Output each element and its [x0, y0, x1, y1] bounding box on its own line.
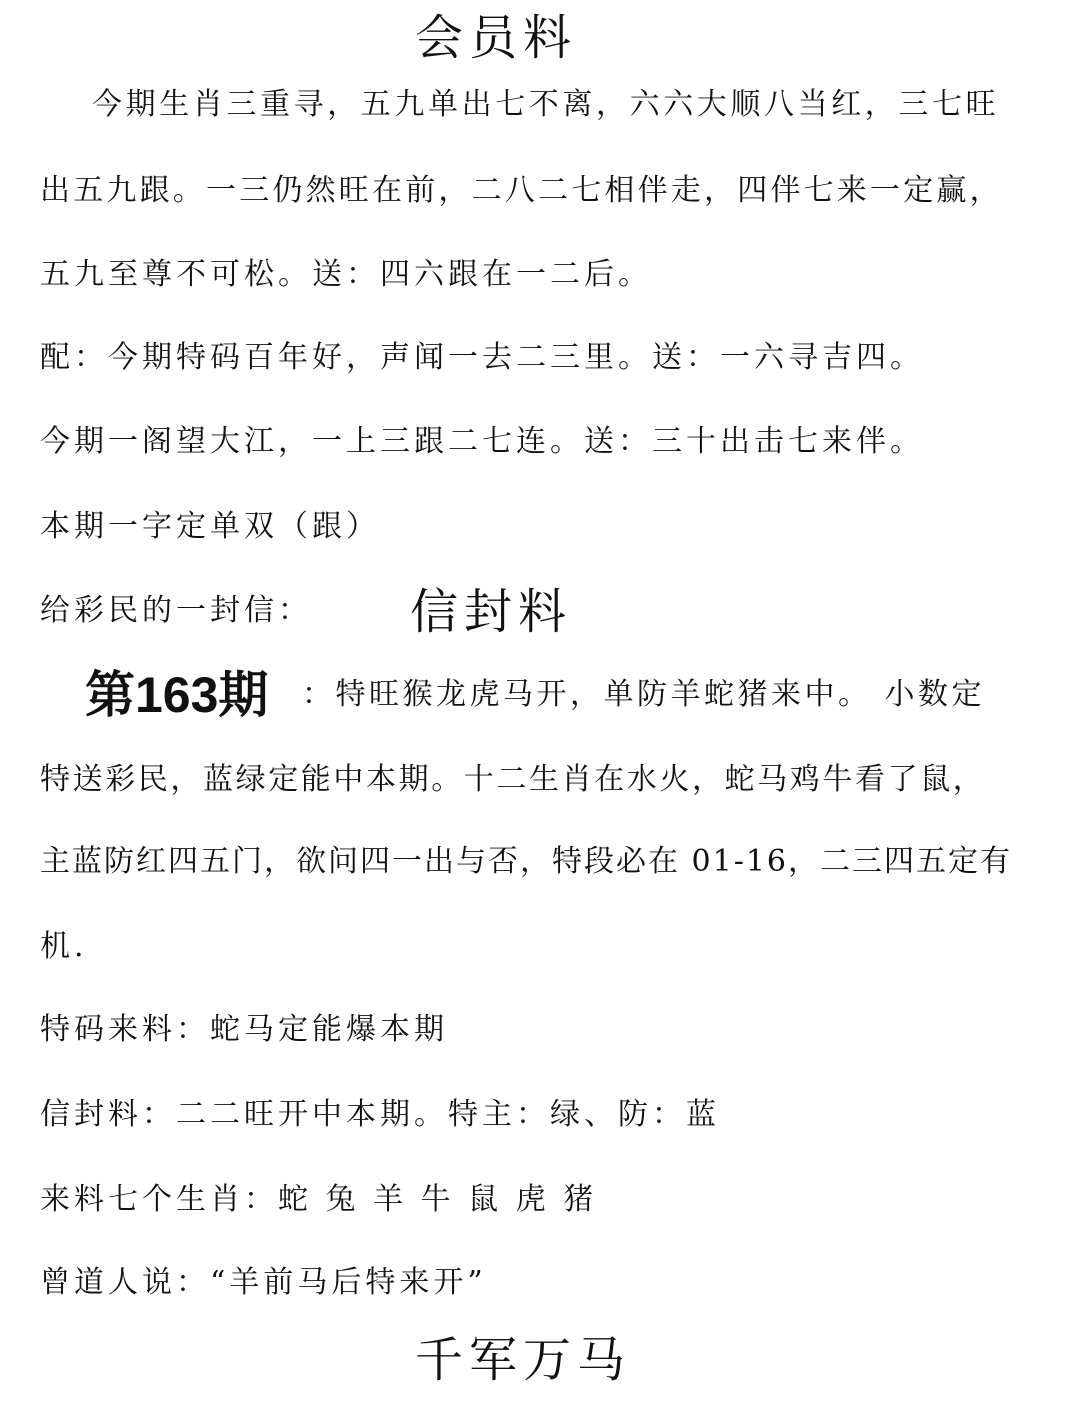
member-line-3: 五九至尊不可松。送：四六跟在一二后。 [40, 257, 652, 292]
heading-army: 千军万马 [415, 1332, 632, 1388]
zodiac-line: 来料七个生肖：蛇 兔 羊 牛 鼠 虎 猪 [40, 1182, 598, 1217]
single-double-line: 本期一字定单双（跟） [40, 509, 380, 544]
letter-label: 给彩民的一封信： [40, 593, 312, 628]
special-code-line: 特码来料：蛇马定能爆本期 [40, 1012, 448, 1047]
river-line: 今期一阁望大江，一上三跟二七连。送：三十出击七来伴。 [40, 424, 924, 459]
issue-line-2: 特送彩民，蓝绿定能中本期。十二生肖在水火，蛇马鸡牛看了鼠， [40, 762, 986, 797]
issue-line-3: 主蓝防红四五门，欲问四一出与否，特段必在 01-16，二三四五定有 [40, 844, 1013, 879]
match-line: 配：今期特码百年好，声闻一去二三里。送：一六寻吉四。 [40, 340, 924, 375]
member-line-2: 出五九跟。一三仍然旺在前，二八二七相伴走，四伴七来一定赢， [40, 173, 1003, 208]
issue-number: 第163期 [85, 667, 269, 723]
issue-line-4: 机. [40, 929, 88, 964]
heading-envelope: 信封料 [410, 584, 573, 640]
member-line-1: 今期生肖三重寻，五九单出七不离，六六大顺八当红，三七旺 [92, 87, 1000, 122]
taoist-line: 曾道人说：“羊前马后特来开” [40, 1265, 487, 1300]
issue-line-1: ：特旺猴龙虎马开，单防羊蛇猪来中。 小数定 [302, 677, 986, 712]
envelope-line: 信封料：二二旺开中本期。特主：绿、防：蓝 [40, 1097, 720, 1132]
heading-member: 会员料 [415, 10, 578, 66]
